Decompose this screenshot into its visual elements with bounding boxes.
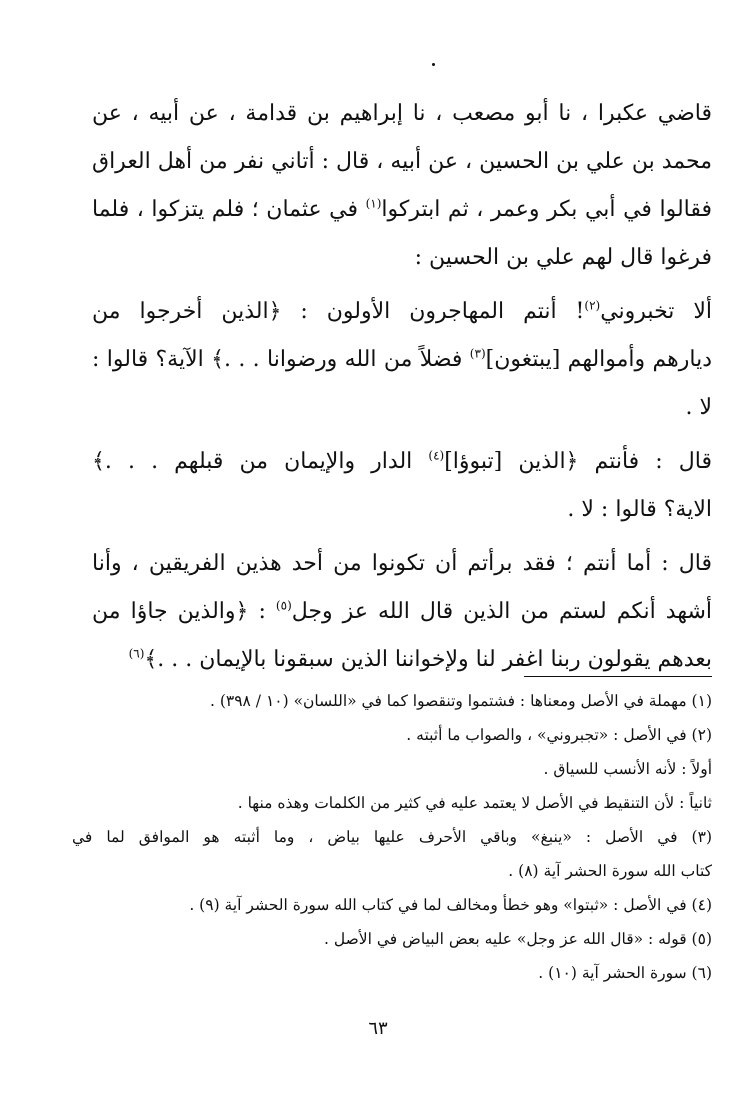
- footnote-marker-4: (٤): [428, 448, 445, 463]
- text-segment: فقالوا في أبي بكر وعمر ، ثم ابتركوا: [381, 197, 712, 222]
- main-text: [92, 90, 712, 690]
- paragraph-4: [92, 540, 712, 684]
- text-segment: : ﴿والذين جاؤا من: [92, 599, 276, 624]
- paragraph-3: [92, 438, 712, 534]
- footnote-3: (٣) في الأصل : «ينبغ» وباقي الأحرف عليها بياض ، وما أثبته هو الموافق لما في: [72, 828, 712, 846]
- footnote-marker-1: (١): [365, 196, 382, 211]
- footnote-marker-5: (٥): [275, 598, 292, 613]
- footnote-2-continuation: ثانياً : لأن التنقيط في الأصل لا يعتمد عليه في كثير من الكلمات وهذه منها .: [237, 794, 712, 812]
- footnote-marker-3: (٣): [469, 346, 486, 361]
- text-line: [92, 288, 712, 336]
- paragraph-2: [92, 288, 712, 432]
- text-line: لا .: [685, 395, 712, 420]
- text-line: [92, 336, 712, 384]
- text-line: الاية؟ قالوا : لا .: [567, 497, 712, 522]
- text-segment: قال : فأنتم ﴿الذين [تبوؤا]: [444, 449, 712, 474]
- footnote-3-continuation: كتاب الله سورة الحشر آية (٨) .: [508, 862, 712, 880]
- text-line: فرغوا قال لهم علي بن الحسين :: [414, 245, 712, 270]
- footnote-4: (٤) في الأصل : «ثبتوا» وهو خطأ ومخالف لما في كتاب الله سورة الحشر آية (٩) .: [189, 896, 712, 914]
- text-line: محمد بن علي بن الحسين ، عن أبيه ، قال : أتاني نفر من أهل العراق: [92, 149, 712, 174]
- footnote-marker-2: (٢): [584, 298, 601, 313]
- text-segment: ألا تخبروني: [600, 299, 712, 324]
- text-segment: الدار والإيمان من قبلهم . . .﴾: [92, 449, 429, 474]
- footnotes: [72, 684, 712, 990]
- footnote-marker-6: (٦): [128, 646, 145, 661]
- text-segment: في عثمان ؛ فلم يتزكوا ، فلما: [92, 197, 366, 222]
- paragraph-1: [92, 90, 712, 282]
- footnote-6: (٦) سورة الحشر آية (١٠) .: [538, 964, 712, 982]
- text-segment: فضلاً من الله ورضوانا . . .﴾ الآية؟ قالوا :: [92, 347, 470, 372]
- footnote-separator: [524, 676, 712, 677]
- text-line: قاضي عكبرا ، نا أبو مصعب ، نا إبراهيم بن قدامة ، عن أبيه ، عن: [92, 101, 712, 126]
- page-number: ٦٣: [368, 1018, 388, 1039]
- text-segment: بعدهم يقولون ربنا اغفر لنا ولإخواننا الذين سبقونا بالإيمان . . .﴾: [144, 647, 712, 672]
- text-line: [92, 438, 712, 486]
- footnote-1: (١) مهملة في الأصل ومعناها : فشتموا وتنقصوا كما في «اللسان» (١٠ / ٣٩٨) .: [209, 692, 712, 710]
- text-segment: ديارهم وأموالهم [يبتغون]: [485, 347, 712, 372]
- footnote-2: (٢) في الأصل : «تجبروني» ، والصواب ما أثبته .: [406, 726, 712, 744]
- text-line: [92, 588, 712, 636]
- ink-dot: [432, 63, 435, 66]
- text-segment: أشهد أنكم لستم من الذين قال الله عز وجل: [291, 599, 713, 624]
- text-line: [92, 186, 712, 234]
- footnote-2-continuation: أولاً : لأنه الأنسب للسياق .: [543, 760, 712, 778]
- text-segment: ! أنتم المهاجرون الأولون : ﴿الذين أخرجوا من: [92, 299, 585, 324]
- footnote-5: (٥) قوله : «قال الله عز وجل» عليه بعض البياض في الأصل .: [324, 930, 712, 948]
- text-line: قال : أما أنتم ؛ فقد برأتم أن تكونوا من أحد هذين الفريقين ، وأنا: [92, 551, 712, 576]
